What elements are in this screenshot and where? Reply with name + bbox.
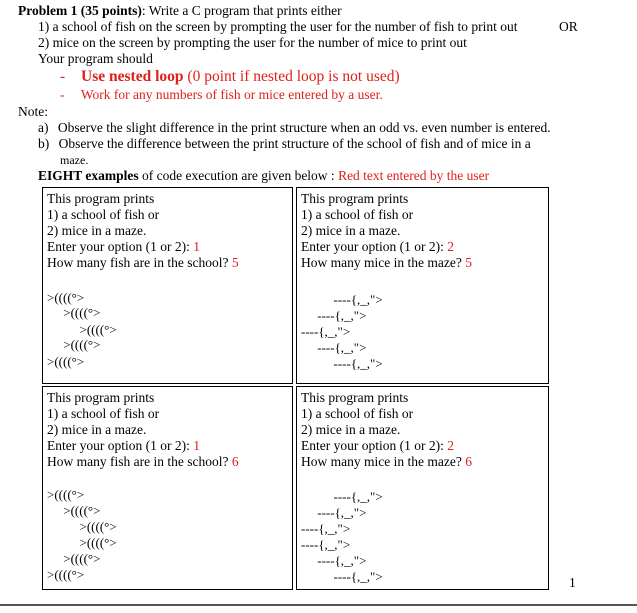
example-box-mice-5 (296, 187, 549, 384)
fish-art-line: >((((°> (47, 535, 117, 550)
fish-art-line: >((((°> (47, 519, 117, 534)
example-option-line (301, 438, 454, 454)
mouse-art-line: ----{,_,"> (301, 505, 367, 520)
fish-art-line: >((((°> (47, 487, 85, 502)
example-line-2: 1) a school of fish or (301, 207, 414, 222)
example-line-3: 2) mice in a maze. (47, 422, 147, 437)
mouse-art-line: ----{,_,"> (301, 489, 383, 504)
any-number-requirement: Work for any numbers of fish or mice entered by a user. (80, 87, 383, 102)
mouse-art-line: ----{,_,"> (301, 292, 383, 307)
example-option-line (301, 239, 454, 255)
example-option-line (47, 239, 200, 255)
nested-loop-penalty: (0 point if nested loop is not used) (183, 68, 400, 85)
example-box-mice-6 (296, 386, 549, 590)
requirement-1 (60, 68, 400, 86)
fish-art-line: >((((°> (47, 567, 85, 582)
fish-art-line: >((((°> (47, 354, 85, 369)
example-line-3: 2) mice in a maze. (301, 422, 401, 437)
note-a-text: Observe the slight difference in the print structure when an odd vs. even number is entered. (57, 120, 551, 135)
example-option-line (47, 438, 200, 454)
examples-heading-mid: of code execution are given below : (138, 168, 339, 183)
fish-art-line: >((((°> (47, 305, 101, 320)
fish-art-line: >((((°> (47, 551, 101, 566)
example-line-3: 2) mice in a maze. (301, 223, 401, 238)
or-label: OR (559, 19, 578, 34)
requirement-2 (60, 87, 383, 103)
example-line-1: This program prints (47, 191, 155, 206)
mouse-art-line: ----{,_,"> (301, 553, 367, 568)
problem-heading: Problem 1 (35 points) (18, 3, 142, 18)
option-prompt: Enter your option (1 or 2): (47, 239, 194, 254)
bullet-dash: - (60, 68, 66, 85)
option-2-text: 2) mice on the screen by prompting the user for the number of mice to print out (38, 35, 467, 50)
problem-intro: : Write a C program that prints either (141, 3, 342, 18)
note-a (38, 120, 551, 136)
option-prompt: Enter your option (1 or 2): (301, 239, 448, 254)
option-input: 1 (193, 239, 200, 254)
note-b-continued: maze. (60, 153, 89, 167)
note-b-text: Observe the difference between the print structure of the school of fish and of mice in a (58, 136, 531, 151)
example-box-fish-5 (42, 187, 293, 384)
mouse-art-line: ----{,_,"> (301, 521, 351, 536)
examples-heading (38, 168, 489, 184)
example-line-1: This program prints (301, 191, 409, 206)
option-input: 2 (447, 438, 454, 453)
example-box-fish-6 (42, 386, 293, 590)
mouse-art-line: ----{,_,"> (301, 569, 383, 584)
option-prompt: Enter your option (1 or 2): (47, 438, 194, 453)
count-input: 6 (465, 454, 472, 469)
bullet-dash: - (60, 87, 65, 102)
nested-loop-requirement: Use nested loop (81, 68, 184, 85)
option-1-text: 1) a school of fish on the screen by prompting the user for the number of fish to print out (38, 19, 518, 34)
count-prompt: How many fish are in the school? (47, 454, 232, 469)
example-line-2: 1) a school of fish or (301, 406, 414, 421)
option-input: 2 (447, 239, 454, 254)
count-input: 5 (465, 255, 472, 270)
example-count-line (301, 255, 472, 271)
count-prompt: How many mice in the maze? (301, 454, 466, 469)
example-line-2: 1) a school of fish or (47, 207, 160, 222)
count-prompt: How many mice in the maze? (301, 255, 466, 270)
example-line-3: 2) mice in a maze. (47, 223, 147, 238)
count-input: 6 (231, 454, 239, 469)
fish-art-line: >((((°> (47, 337, 101, 352)
count-input: 5 (231, 255, 239, 270)
example-count-line (47, 255, 239, 271)
mouse-art-line: ----{,_,"> (301, 324, 351, 339)
note-b-label: b) (38, 136, 50, 151)
examples-heading-red: Red text entered by the user (338, 168, 490, 183)
fish-art-line: >((((°> (47, 322, 117, 337)
note-b (38, 136, 531, 152)
page-bottom-divider (0, 604, 637, 606)
example-line-1: This program prints (47, 390, 155, 405)
option-input: 1 (193, 438, 200, 453)
example-count-line (47, 454, 239, 470)
fish-art-line: >((((°> (47, 290, 85, 305)
mouse-art-line: ----{,_,"> (301, 356, 383, 371)
mouse-art-line: ----{,_,"> (301, 308, 367, 323)
examples-heading-bold: EIGHT examples (38, 168, 139, 183)
note-a-label: a) (38, 120, 49, 135)
option-prompt: Enter your option (1 or 2): (301, 438, 448, 453)
mouse-art-line: ----{,_,"> (301, 537, 351, 552)
mouse-art-line: ----{,_,"> (301, 340, 367, 355)
note-label: Note: (18, 104, 48, 119)
example-count-line (301, 454, 472, 470)
fish-art-line: >((((°> (47, 503, 101, 518)
should-text: Your program should (38, 51, 153, 66)
example-line-1: This program prints (301, 390, 409, 405)
count-prompt: How many fish are in the school? (47, 255, 232, 270)
example-line-2: 1) a school of fish or (47, 406, 160, 421)
page-number: 1 (569, 575, 576, 590)
problem-heading-line (18, 3, 342, 19)
